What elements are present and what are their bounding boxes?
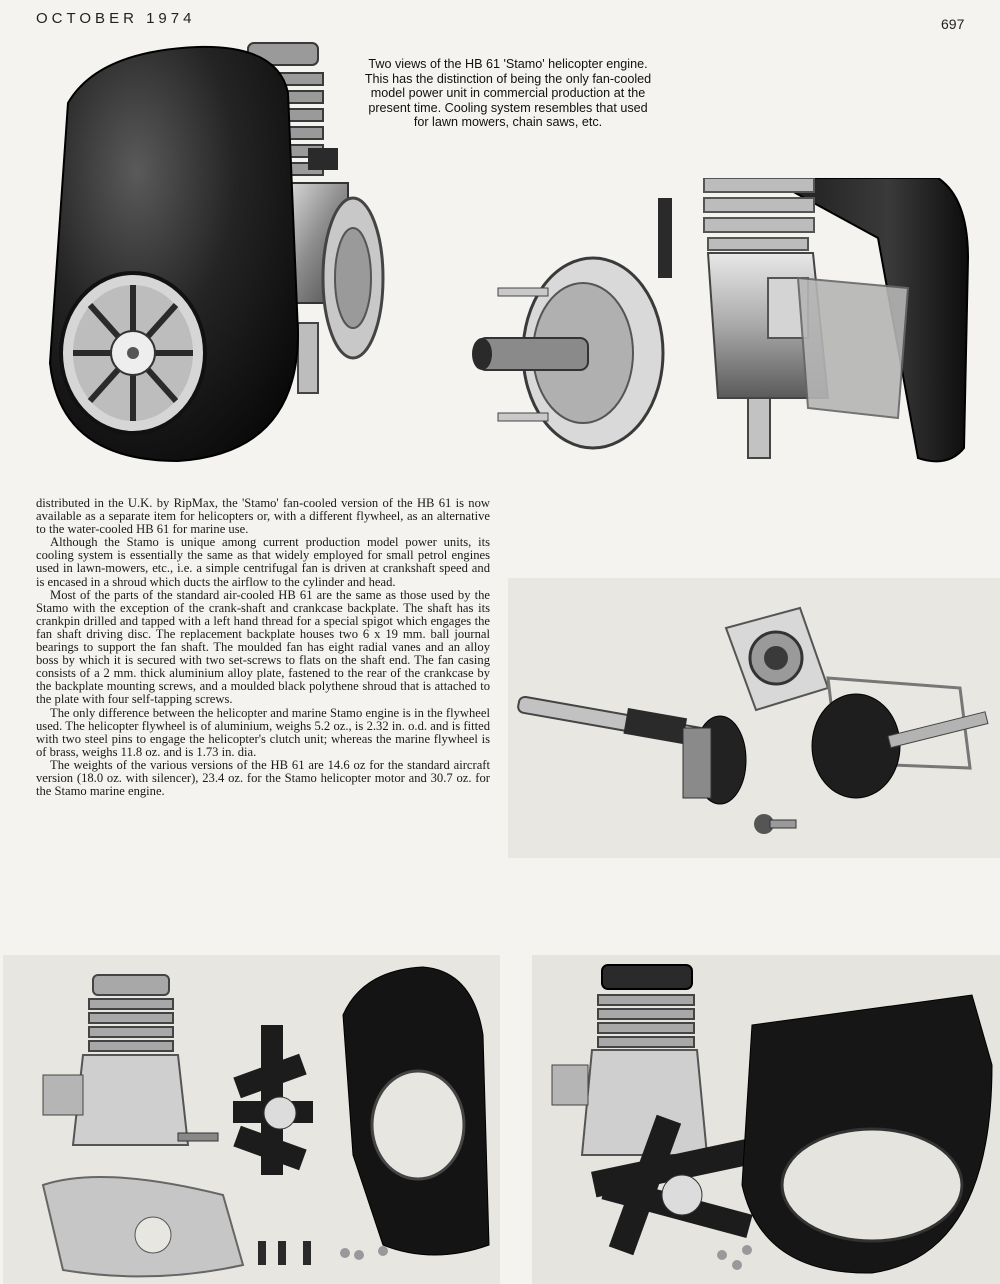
- page-number: 697: [941, 16, 965, 32]
- exploded-engine-photo-left: [3, 955, 500, 1284]
- issue-date: OCTOBER 1974: [36, 10, 196, 27]
- article-paragraph: The only difference between the helicopter and marine Stamo engine is in the flywheel used. The helicopter flywheel is of aluminium, weighs 5.2 oz., is 2.32 in. o.d. and is fitted with two steel pins to engage the helicopter's clutch unit; whereas the marine flywheel is of brass, weighs 11.8 oz. and is 1.73 in. dia.: [36, 705, 490, 759]
- article-body: [36, 497, 490, 798]
- engine-photo-shroud-view: [38, 33, 398, 465]
- article-paragraph: distributed in the U.K. by RipMax, the 'Stamo' fan-cooled version of the HB 61 is now available as a separate item for helicopters or, with a different flywheel, as an alternative to the water-cooled HB 61 for marine use.: [36, 496, 490, 537]
- exploded-engine-photo-right: [532, 955, 1000, 1284]
- engine-photo-shaft-view: [468, 178, 974, 468]
- photo-caption: Two views of the HB 61 'Stamo' helicopter engine. This has the distinction of being the only fan-cooled model power unit in commercial production at the present time. Cooling system resembles that used for lawn mowers, chain saws, etc.: [364, 57, 652, 130]
- article-paragraph: The weights of the various versions of the HB 61 are 14.6 oz for the standard aircraft version (18.0 oz. with silencer), 23.4 oz. for the Stamo helicopter motor and 30.7 oz. for the Stamo marine engine.: [36, 757, 490, 799]
- article-paragraph: Although the Stamo is unique among current production model power units, its cooling system is essentially the same as that widely employed for small petrol engines used in lawn-mowers, etc., i.e. a simple centrifugal fan is driven at crankshaft speed and is encased in a shroud which ducts the airflow to the cylinder and head.: [36, 535, 490, 589]
- fan-shaft-parts-photo: [508, 578, 1000, 858]
- article-paragraph: Most of the parts of the standard air-cooled HB 61 are the same as those used by the Stamo with the exception of the crank-shaft and crankcase backplate. The shaft has its crankpin drilled and tapped with a left hand thread for a special spigot which engages the fan shaft driving disc. The replacement backplate houses two 6 x 19 mm. ball journal bearings to support the fan shaft. The moulded fan has eight radial vanes and an alloy boss by which it is secured with two set-screws to flats on the shaft end. The fan casing consists of a 2 mm. thick aluminium alloy plate, fastened to the rear of the crankcase by the backplate mounting screws, and a moulded black polythene shroud that is attached to the plate with four self-tapping screws.: [36, 587, 490, 707]
